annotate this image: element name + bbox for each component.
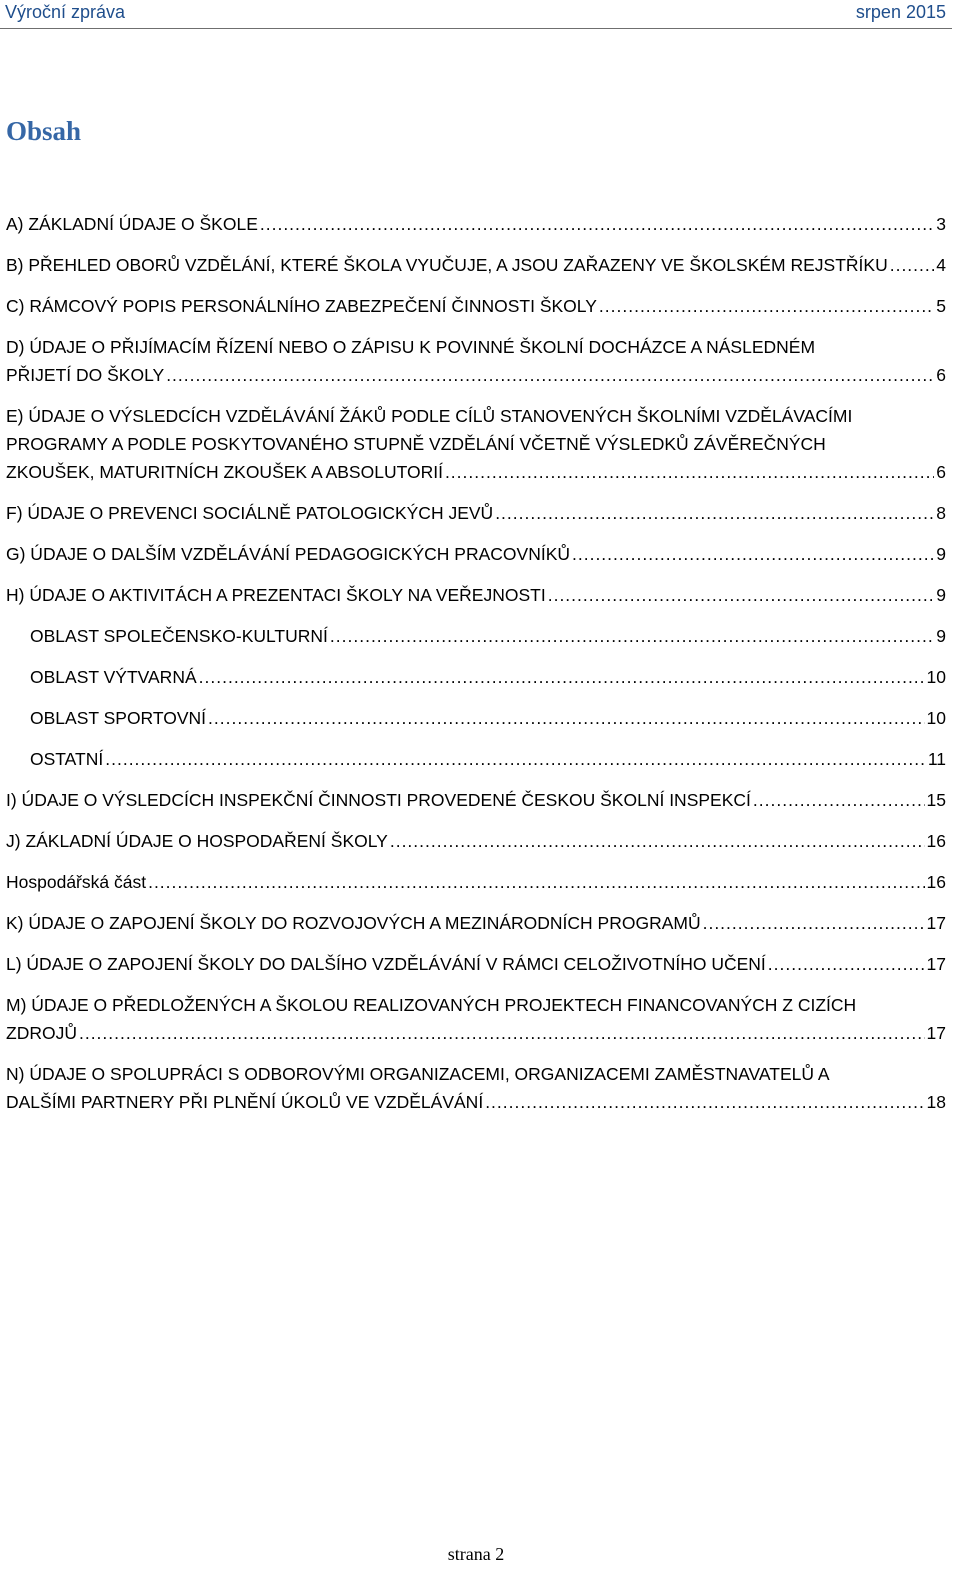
toc-entry[interactable] (6, 868, 946, 896)
toc-entry-text: M) ÚDAJE O PŘEDLOŽENÝCH A ŠKOLOU REALIZOVANÝCH PROJEKTECH FINANCOVANÝCH Z CIZÍCH (6, 995, 857, 1015)
toc-leader-dots (548, 581, 935, 609)
header-title: Výroční zpráva (5, 2, 126, 22)
page-header (0, 0, 952, 29)
toc-page-number: 6 (936, 365, 946, 385)
header-date: srpen 2015 (855, 2, 946, 22)
toc-page-number: 17 (926, 913, 946, 933)
toc-entry[interactable] (6, 292, 946, 320)
toc-leader-dots (572, 540, 934, 568)
toc-entry[interactable] (6, 745, 946, 773)
toc-page-number: 9 (936, 585, 946, 605)
toc-entry-label: OSTATNÍ (30, 749, 104, 769)
toc-entry-text: D) ÚDAJE O PŘIJÍMACÍM ŘÍZENÍ NEBO O ZÁPISU K POVINNÉ ŠKOLNÍ DOCHÁZCE A NÁSLEDNÉM (6, 337, 816, 357)
toc-page-number: 18 (926, 1092, 946, 1112)
toc-leader-dots (330, 622, 934, 650)
toc-entry[interactable] (6, 991, 946, 1047)
toc-entry-label: ZDROJŮ (6, 1023, 77, 1043)
toc-page-number: 6 (936, 462, 946, 482)
toc-entry-label: PŘIJETÍ DO ŠKOLY (6, 365, 165, 385)
page-number: strana 2 (447, 1544, 505, 1564)
toc-entry-label: K) ÚDAJE O ZAPOJENÍ ŠKOLY DO ROZVOJOVÝCH A MEZINÁRODNÍCH PROGRAMŮ (6, 913, 701, 933)
toc-entry[interactable] (6, 499, 946, 527)
toc-entry[interactable] (6, 1060, 946, 1116)
toc-entry[interactable] (6, 581, 946, 609)
toc-page-number: 9 (936, 544, 946, 564)
toc-entry-label: J) ZÁKLADNÍ ÚDAJE O HOSPODAŘENÍ ŠKOLY (6, 831, 388, 851)
toc-leader-dots (260, 210, 934, 238)
toc-entry-label: F) ÚDAJE O PREVENCI SOCIÁLNĚ PATOLOGICKÝCH JEVŮ (6, 503, 494, 523)
toc-entry-label: ZKOUŠEK, MATURITNÍCH ZKOUŠEK A ABSOLUTORIÍ (6, 462, 443, 482)
toc-entry-label: DALŠÍMI PARTNERY PŘI PLNĚNÍ ÚKOLŮ VE VZDĚLÁVÁNÍ (6, 1092, 484, 1112)
toc-entry-label: OBLAST SPORTOVNÍ (30, 708, 207, 728)
toc-entry-label: I) ÚDAJE O VÝSLEDCÍCH INSPEKČNÍ ČINNOSTI PROVEDENÉ ČESKOU ŠKOLNÍ INSPEKCÍ (6, 790, 751, 810)
toc-entry[interactable] (6, 950, 946, 978)
toc-page-number: 3 (936, 214, 946, 234)
toc-entry-label: B) PŘEHLED OBORŮ VZDĚLÁNÍ, KTERÉ ŠKOLA VYUČUJE, A JSOU ZAŘAZENY VE ŠKOLSKÉM REJSTŘÍKU (6, 255, 888, 275)
toc-leader-dots (208, 704, 924, 732)
toc-entry-label: A) ZÁKLADNÍ ÚDAJE O ŠKOLE (6, 214, 258, 234)
toc-page-number: 15 (926, 790, 946, 810)
toc-entry[interactable] (6, 210, 946, 238)
toc-entry-label: H) ÚDAJE O AKTIVITÁCH A PREZENTACI ŠKOLY NA VEŘEJNOSTI (6, 585, 546, 605)
toc-entry-label: L) ÚDAJE O ZAPOJENÍ ŠKOLY DO DALŠÍHO VZDĚLÁVÁNÍ V RÁMCI CELOŽIVOTNÍHO UČENÍ (6, 954, 766, 974)
toc-entry-label: OBLAST VÝTVARNÁ (30, 667, 197, 687)
toc-entry[interactable] (6, 827, 946, 855)
toc-leader-dots (105, 745, 926, 773)
toc-entry[interactable] (6, 251, 946, 279)
page-title: Obsah (6, 116, 82, 146)
toc-leader-dots (599, 292, 934, 320)
toc-leader-dots (495, 499, 934, 527)
toc-entry-label: G) ÚDAJE O DALŠÍM VZDĚLÁVÁNÍ PEDAGOGICKÝCH PRACOVNÍKŮ (6, 544, 570, 564)
toc-entry[interactable] (6, 704, 946, 732)
toc-entry[interactable] (6, 540, 946, 568)
toc-entry[interactable] (6, 622, 946, 650)
toc-entry[interactable] (6, 909, 946, 937)
toc-page-number: 8 (936, 503, 946, 523)
toc-entry[interactable] (6, 786, 946, 814)
toc-leader-dots (148, 868, 924, 896)
toc-entry-label: C) RÁMCOVÝ POPIS PERSONÁLNÍHO ZABEZPEČENÍ ČINNOSTI ŠKOLY (6, 296, 597, 316)
toc-entry-text: E) ÚDAJE O VÝSLEDCÍCH VZDĚLÁVÁNÍ ŽÁKŮ PODLE CÍLŮ STANOVENÝCH ŠKOLNÍMI VZDĚLÁVACÍMI PROGRAMY A PODLE POSKYTOVANÉHO STUPNĚ VZDĚLÁNÍ VČETNĚ VÝSLEDKŮ ZÁVĚREČNÝCH (6, 406, 853, 454)
toc-page-number: 10 (926, 667, 946, 687)
toc-leader-dots (890, 251, 935, 279)
toc-leader-dots (79, 1019, 925, 1047)
toc-page-number: 4 (936, 255, 946, 275)
toc-entry[interactable] (6, 333, 946, 389)
toc-entry[interactable] (6, 663, 946, 691)
toc-entry-text: N) ÚDAJE O SPOLUPRÁCI S ODBOROVÝMI ORGANIZACEMI, ORGANIZACEMI ZAMĚSTNAVATELŮ A (6, 1064, 830, 1084)
toc-leader-dots (445, 458, 934, 486)
toc-page-number: 11 (927, 749, 946, 769)
toc-page-number: 17 (926, 954, 946, 974)
toc-entry[interactable] (6, 402, 946, 486)
toc-leader-dots (485, 1088, 924, 1116)
toc-page-number: 9 (936, 626, 946, 646)
toc-leader-dots (753, 786, 925, 814)
toc-entry-label: OBLAST SPOLEČENSKO-KULTURNÍ (30, 626, 328, 646)
toc-leader-dots (166, 361, 934, 389)
toc-page-number: 17 (926, 1023, 946, 1043)
toc-page-number: 16 (926, 872, 946, 892)
toc-leader-dots (199, 663, 925, 691)
toc-page-number: 10 (926, 708, 946, 728)
toc-page-number: 5 (936, 296, 946, 316)
toc-entry-label: Hospodářská část (6, 872, 147, 892)
toc-leader-dots (768, 950, 925, 978)
toc-leader-dots (703, 909, 925, 937)
toc-page-number: 16 (926, 831, 946, 851)
toc-leader-dots (390, 827, 925, 855)
table-of-contents (6, 210, 946, 1129)
